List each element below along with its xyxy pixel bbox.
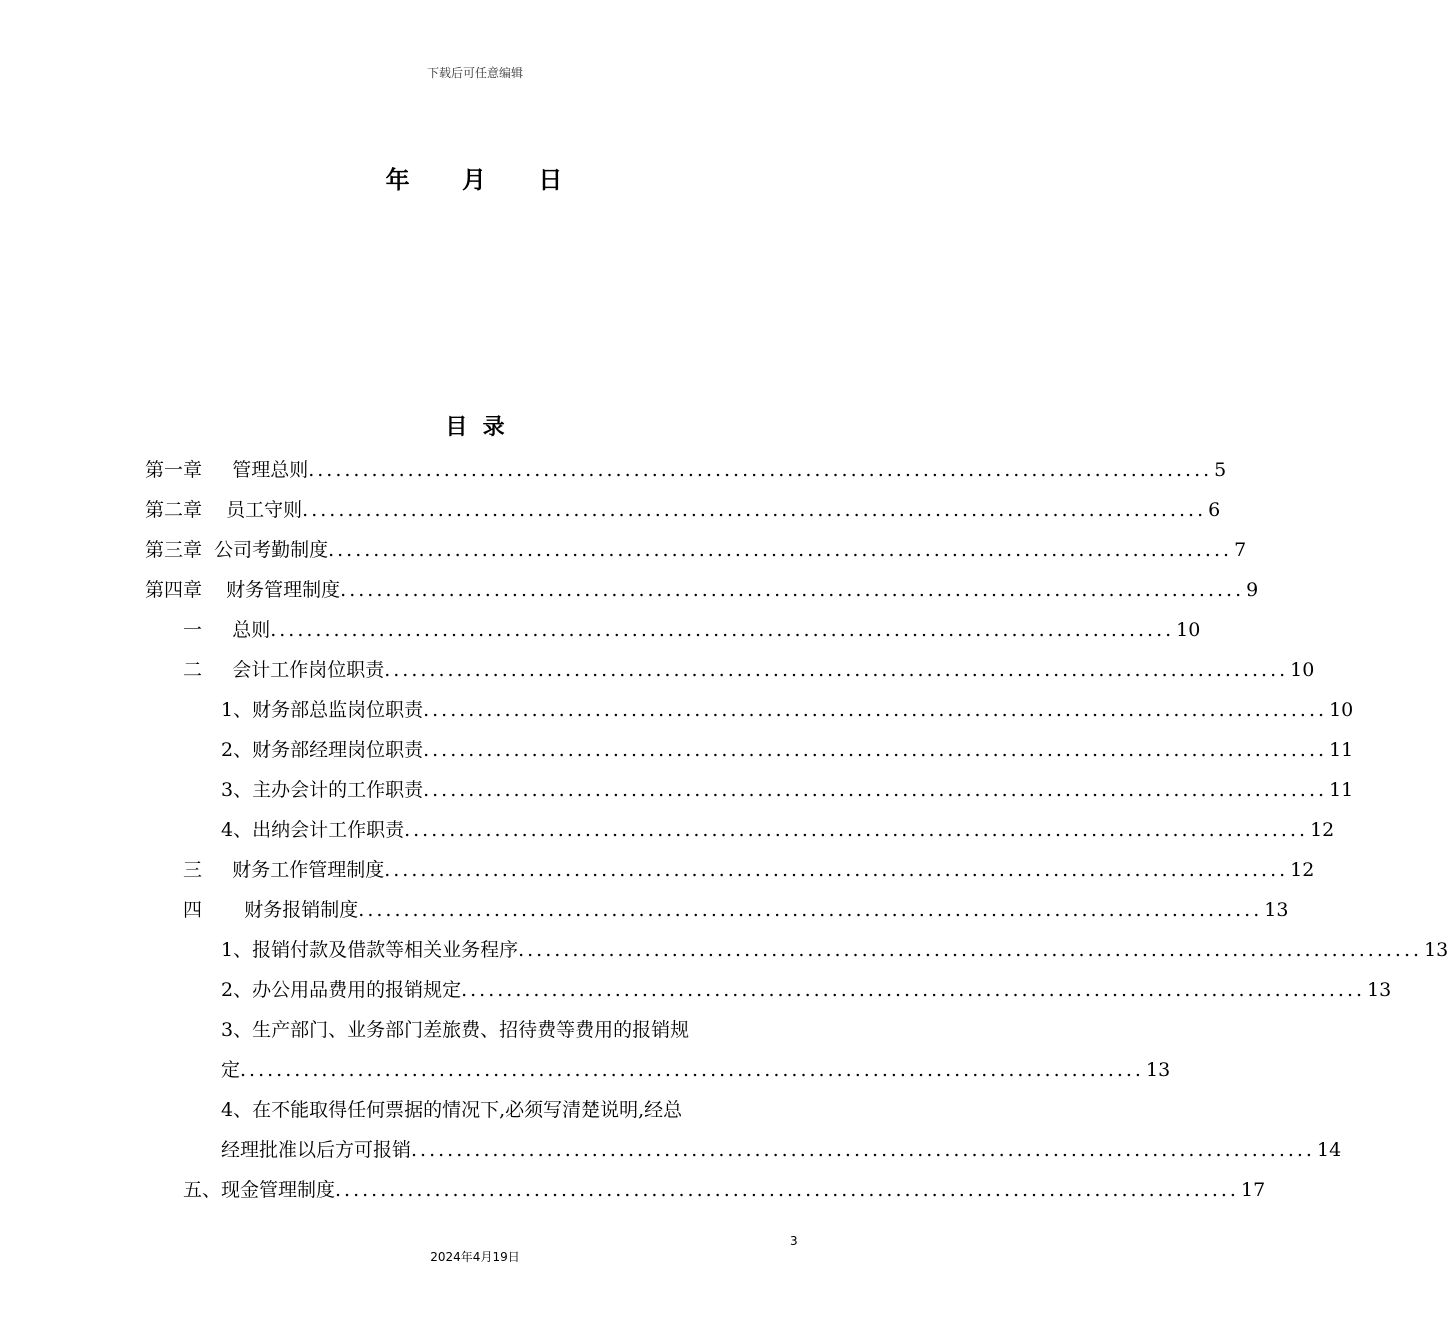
toc-entry-label: 五、现金管理制度: [183, 1179, 336, 1201]
toc-leader-dots: ....................................................................................................: [423, 699, 1328, 721]
toc-entry-label: 第三章 公司考勤制度: [145, 539, 329, 561]
toc-entry-label: 1、报销付款及借款等相关业务程序: [221, 939, 519, 961]
toc-entry-page: 10: [1176, 619, 1201, 641]
toc-entry-subsection[interactable]: [221, 770, 1354, 810]
toc-entry-section-3[interactable]: [183, 850, 1315, 890]
toc-entry-page: 17: [1240, 1179, 1266, 1201]
toc-entry-label: 第二章 员工守则: [145, 499, 303, 521]
toc-entry-subsection[interactable]: [221, 930, 1448, 970]
toc-entry-section-1[interactable]: [183, 610, 1201, 650]
toc-entry-subsection[interactable]: [221, 690, 1354, 730]
toc-entry-section-2[interactable]: [183, 650, 1315, 690]
toc-leader-dots: ....................................................................................................: [411, 1139, 1315, 1161]
toc-entry-label: 一 总则: [183, 619, 271, 641]
toc-leader-dots: ....................................................................................................: [240, 1059, 1144, 1081]
toc-entry-chapter-1[interactable]: [145, 450, 1227, 490]
toc-entry-label: 四 财务报销制度: [183, 899, 359, 921]
toc-entry-page: 11: [1329, 739, 1354, 761]
toc-entry-page: 10: [1290, 659, 1315, 681]
toc-entry-label: 2、办公用品费用的报销规定: [221, 979, 462, 1001]
year-label: 年: [385, 165, 412, 194]
toc-entry-label: 第四章 财务管理制度: [145, 579, 341, 601]
toc-entry-page: 11: [1329, 779, 1354, 801]
toc-entry-label: 第一章 管理总则: [145, 459, 309, 481]
toc-entry-page: 5: [1214, 459, 1227, 481]
month-label: 月: [462, 165, 488, 194]
toc-leader-dots: ....................................................................................................: [461, 979, 1366, 1001]
toc-entry-page: 7: [1234, 539, 1247, 561]
toc-leader-dots: ....................................................................................................: [302, 499, 1207, 521]
toc-leader-dots: ....................................................................................................: [270, 619, 1175, 641]
toc-entry-label: 4、出纳会计工作职责: [221, 819, 405, 841]
toc-entry-section-4[interactable]: [183, 890, 1289, 930]
toc-title: 目 录: [445, 414, 505, 440]
toc-leader-dots: ....................................................................................................: [384, 659, 1289, 681]
toc-entry-page: 14: [1316, 1139, 1342, 1161]
toc-entry-subsection-line1[interactable]: 3、生产部门、业务部门差旅费、招待费等费用的报销规: [221, 1019, 690, 1041]
toc-entry-label: 定: [221, 1059, 241, 1081]
toc-leader-dots: ....................................................................................................: [384, 859, 1289, 881]
toc-entry-label: 2、财务部经理岗位职责: [221, 739, 424, 761]
toc-leader-dots: ....................................................................................................: [423, 779, 1328, 801]
toc-entry-page: 12: [1290, 859, 1315, 881]
toc-entry-page: 13: [1145, 1059, 1171, 1081]
toc-entry-subsection-line2[interactable]: [221, 1050, 1171, 1090]
toc-entry-label: 经理批准以后方可报销: [221, 1139, 412, 1161]
toc-entry-chapter-3[interactable]: [145, 530, 1247, 570]
day-label: 日: [538, 165, 565, 194]
toc-entry-subsection-line1[interactable]: 4、在不能取得任何票据的情况下,必须写清楚说明,经总: [221, 1099, 683, 1121]
toc-entry-label: 三 财务工作管理制度: [183, 859, 385, 881]
page-header: 下载后可任意编辑: [426, 66, 523, 80]
toc-leader-dots: ....................................................................................................: [404, 819, 1309, 841]
toc-entry-subsection-line2[interactable]: [221, 1130, 1342, 1170]
toc-leader-dots: ....................................................................................................: [423, 739, 1328, 761]
toc-leader-dots: ....................................................................................................: [518, 939, 1423, 961]
page-number: 3: [790, 1234, 798, 1248]
toc-leader-dots: ....................................................................................................: [308, 459, 1213, 481]
toc-entry-page: 9: [1246, 579, 1259, 601]
page-footer-date: 2024年4月19日: [430, 1250, 520, 1264]
toc-entry-chapter-2[interactable]: [145, 490, 1221, 530]
toc-entry-section-5[interactable]: [183, 1170, 1266, 1210]
toc-entry-page: 13: [1367, 979, 1392, 1001]
toc-leader-dots: ....................................................................................................: [328, 539, 1233, 561]
toc-entry-page: 6: [1208, 499, 1221, 521]
toc-entry-page: 13: [1424, 939, 1448, 961]
toc-leader-dots: ....................................................................................................: [358, 899, 1263, 921]
toc-entry-page: 12: [1310, 819, 1335, 841]
toc-entry-page: 10: [1329, 699, 1354, 721]
toc-entry-page: 13: [1264, 899, 1289, 921]
toc-entry-chapter-4[interactable]: [145, 570, 1259, 610]
date-line: [0, 160, 950, 195]
toc-entry-label: 二 会计工作岗位职责: [183, 659, 385, 681]
toc-entry-subsection[interactable]: [221, 810, 1335, 850]
table-of-contents: [145, 450, 1448, 1210]
toc-entry-label: 3、主办会计的工作职责: [221, 779, 424, 801]
toc-leader-dots: ....................................................................................................: [335, 1179, 1239, 1201]
toc-entry-subsection[interactable]: [221, 970, 1392, 1010]
toc-entry-subsection[interactable]: [221, 730, 1354, 770]
toc-leader-dots: ....................................................................................................: [340, 579, 1245, 601]
toc-entry-label: 1、财务部总监岗位职责: [221, 699, 424, 721]
